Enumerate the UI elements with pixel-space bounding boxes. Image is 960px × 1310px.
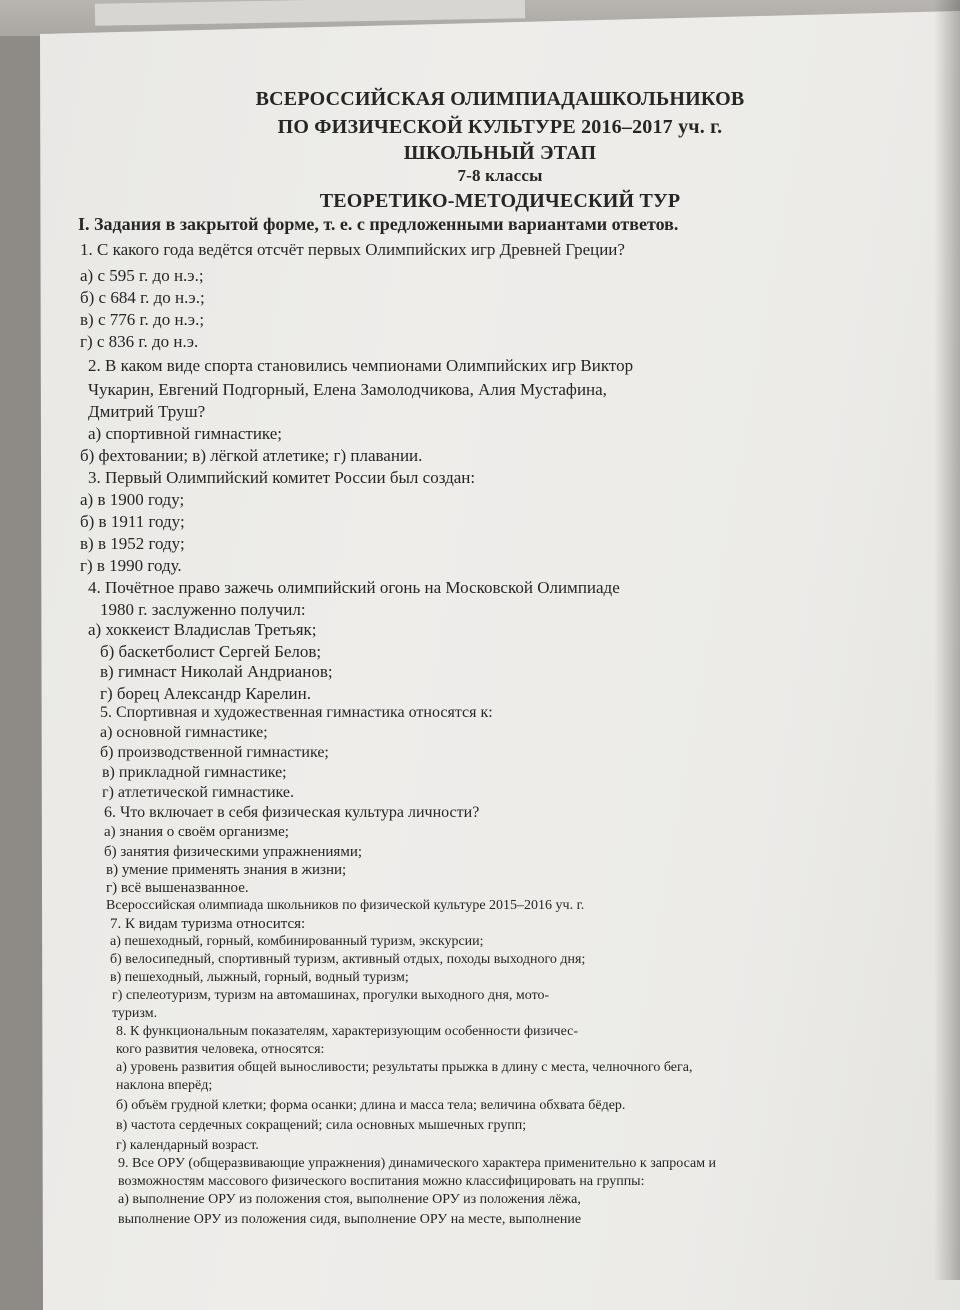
answer-9a-line-2: выполнение ОРУ из положения сидя, выполнение ОРУ на месте, выполнение	[118, 1212, 582, 1227]
answer-9a-line-1: а) выполнение ОРУ из положения стоя, выполнение ОРУ из положения лёжа,	[118, 1192, 581, 1207]
question-6: 6. Что включает в себя физическая культура личности?	[104, 804, 480, 821]
answer-6b: б) занятия физическими упражнениями;	[104, 844, 363, 860]
answer-7d-line-2: туризм.	[112, 1006, 158, 1021]
answer-4d: г) борец Александр Карелин.	[100, 684, 311, 703]
question-8-line-1: 8. К функциональным показателям, характеризующим особенности физичес-	[116, 1024, 579, 1039]
question-2-line-3: Дмитрий Труш?	[88, 402, 206, 421]
answer-6d: г) всё вышеназванное.	[106, 880, 249, 896]
answer-5b: б) производственной гимнастике;	[100, 744, 329, 761]
answer-1b: б) с 684 г. до н.э.;	[80, 288, 205, 307]
running-header: Всероссийская олимпиада школьников по физической культуре 2015–2016 уч. г.	[106, 898, 585, 913]
question-3: 3. Первый Олимпийский комитет России был создан:	[88, 468, 476, 487]
answer-2a: а) спортивной гимнастике;	[88, 424, 283, 443]
answer-6c: в) умение применять знания в жизни;	[106, 862, 347, 878]
question-8-line-2: кого развития человека, относятся:	[116, 1042, 325, 1057]
title-grade: 7-8 классы	[457, 166, 543, 185]
question-5: 5. Спортивная и художественная гимнастика относятся к:	[100, 704, 493, 721]
title-round: ТЕОРЕТИКО-МЕТОДИЧЕСКИЙ ТУР	[319, 190, 681, 212]
answer-3b: б) в 1911 году;	[80, 512, 185, 531]
answer-1d: г) с 836 г. до н.э.	[80, 332, 199, 351]
question-2-line-2: Чукарин, Евгений Подгорный, Елена Замолодчикова, Алия Мустафина,	[88, 380, 607, 399]
title-line-1: ВСЕРОССИЙСКАЯ ОЛИМПИАДАШКОЛЬНИКОВ	[255, 88, 745, 110]
answer-4b: б) баскетболист Сергей Белов;	[100, 642, 322, 661]
answer-1a: а) с 595 г. до н.э.;	[80, 266, 204, 285]
section-title: I. Задания в закрытой форме, т. е. с предложенными вариантами ответов.	[78, 214, 679, 234]
answer-5d: г) атлетической гимнастике.	[102, 784, 295, 801]
answer-3d: г) в 1990 году.	[80, 556, 182, 575]
question-4-line-1: 4. Почётное право зажечь олимпийский огонь на Московской Олимпиаде	[88, 578, 620, 597]
answer-7b: б) велосипедный, спортивный туризм, активный отдых, походы выходного дня;	[110, 952, 586, 967]
answer-3a: а) в 1900 году;	[80, 490, 185, 509]
answer-7d-line-1: г) спелеотуризм, туризм на автомашинах, прогулки выходного дня, мото-	[112, 988, 550, 1003]
answer-4c: в) гимнаст Николай Андрианов;	[100, 662, 333, 681]
answer-7a: а) пешеходный, горный, комбинированный туризм, экскурсии;	[110, 934, 484, 949]
question-2-line-1: 2. В каком виде спорта становились чемпионами Олимпийских игр Виктор	[88, 356, 634, 375]
title-line-3: ШКОЛЬНЫЙ ЭТАП	[403, 142, 597, 164]
question-1: 1. С какого года ведётся отсчёт первых Олимпийских игр Древней Греции?	[80, 240, 625, 259]
answer-1c: в) с 776 г. до н.э.;	[80, 310, 205, 329]
answer-8a-line-1: а) уровень развития общей выносливости; результаты прыжка в длину с места, челночного бега,	[116, 1060, 693, 1075]
answer-8b: б) объём грудной клетки; форма осанки; длина и масса тела; величина обхвата бёдер.	[116, 1098, 626, 1113]
question-9-line-2: возможностям массового физического воспитания можно классифицировать на группы:	[118, 1174, 645, 1189]
question-7: 7. К видам туризма относится:	[110, 916, 306, 932]
title-line-2: ПО ФИЗИЧЕСКОЙ КУЛЬТУРЕ 2016–2017 уч. г.	[277, 116, 723, 138]
answer-8c: в) частота сердечных сокращений; сила основных мышечных групп;	[116, 1118, 527, 1133]
answer-8d: г) календарный возраст.	[116, 1138, 259, 1153]
question-4-line-2: 1980 г. заслуженно получил:	[100, 600, 306, 619]
answer-3c: в) в 1952 году;	[80, 534, 185, 553]
answer-6a: а) знания о своём организме;	[104, 824, 289, 840]
answer-5c: в) прикладной гимнастике;	[102, 764, 287, 781]
answer-2b: б) фехтовании; в) лёгкой атлетике; г) плавании.	[80, 446, 423, 465]
question-9-line-1: 9. Все ОРУ (общеразвивающие упражнения) динамического характера применительно к запросам и	[118, 1156, 717, 1171]
answer-4a: а) хоккеист Владислав Третьяк;	[88, 620, 317, 639]
answer-5a: а) основной гимнастике;	[100, 724, 268, 741]
answer-8a-line-2: наклона вперёд;	[116, 1078, 213, 1093]
answer-7c: в) пешеходный, лыжный, горный, водный туризм;	[110, 970, 409, 985]
